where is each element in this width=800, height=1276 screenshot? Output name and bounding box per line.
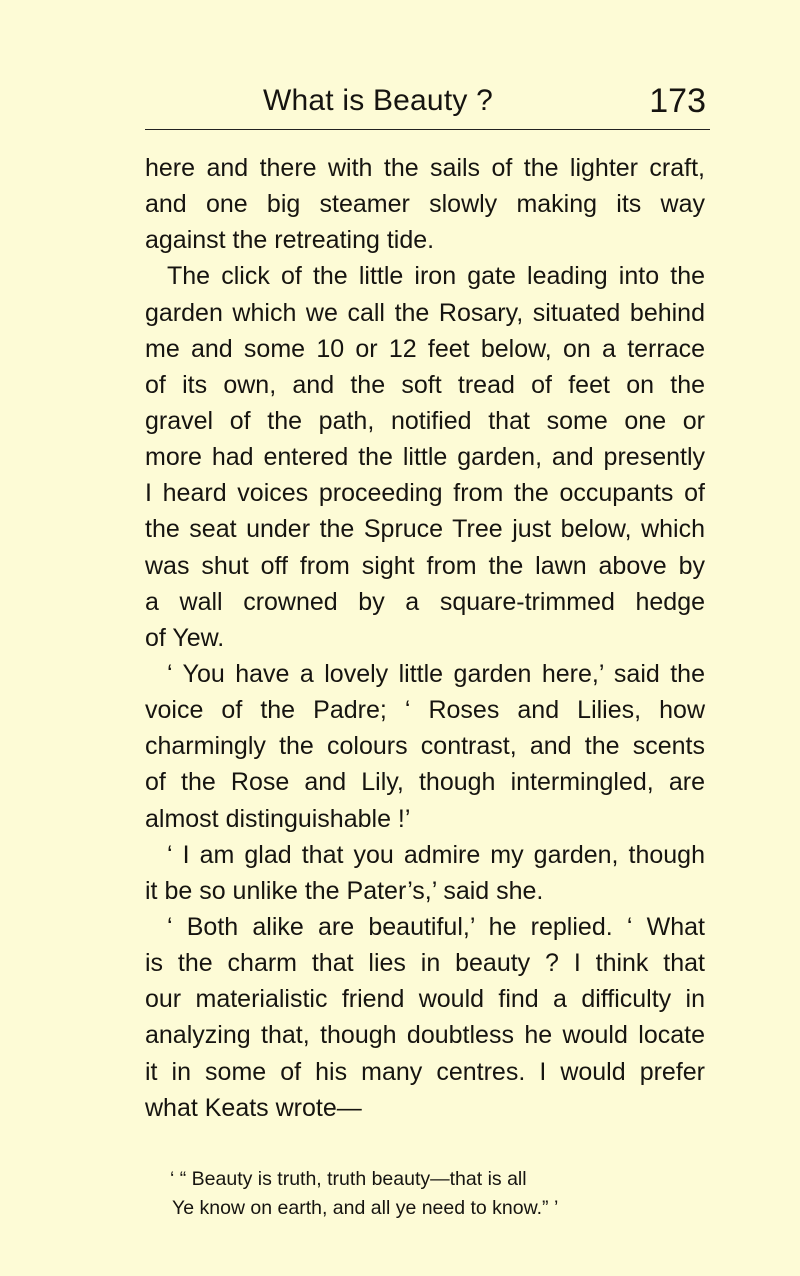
text-line: is the charm that lies in beauty ? I think that — [145, 949, 705, 978]
running-title: What is Beauty ? — [263, 84, 493, 117]
text-line: the seat under the Spruce Tree just below, which — [145, 515, 705, 544]
text-line: analyzing that, though doubtless he would locate — [145, 1021, 705, 1050]
text-line: ‘ I am glad that you admire my garden, though — [167, 840, 705, 869]
text-line: ‘ You have a lovely little garden here,’ said the — [167, 659, 705, 688]
text-line: was shut off from sight from the lawn above by — [145, 551, 705, 580]
text-line: it be so unlike the Pater’s,’ said she. — [145, 876, 544, 905]
page-header — [145, 76, 710, 132]
header-rule — [145, 129, 710, 130]
text-line: more had entered the little garden, and presently — [145, 443, 705, 472]
text-line: charmingly the colours contrast, and the scents — [145, 732, 705, 761]
text-line: and one big steamer slowly making its way — [145, 190, 705, 219]
text-line: it in some of his many centres. I would prefer — [145, 1057, 705, 1086]
text-line: against the retreating tide. — [145, 226, 435, 255]
text-line: of Yew. — [145, 623, 225, 652]
quote-line: ‘ “ Beauty is truth, truth beauty—that is all — [170, 1168, 527, 1190]
text-line: what Keats wrote— — [145, 1093, 362, 1122]
text-line: garden which we call the Rosary, situated behind — [145, 298, 705, 327]
verse-quotation — [170, 1165, 650, 1223]
text-line: I heard voices proceeding from the occupants of — [145, 479, 705, 508]
text-line: voice of the Padre; ‘ Roses and Lilies, how — [145, 696, 705, 725]
text-line: a wall crowned by a square-trimmed hedge — [145, 587, 705, 616]
text-line: here and there with the sails of the lighter craft, — [145, 154, 705, 182]
text-line: gravel of the path, notified that some one or — [145, 406, 705, 435]
text-line: me and some 10 or 12 feet below, on a terrace — [145, 334, 705, 363]
text-line: almost distinguishable !’ — [145, 804, 411, 833]
text-line: of the Rose and Lily, though intermingled, are — [145, 768, 705, 797]
quote-line: Ye know on earth, and all ye need to know.” ’ — [172, 1197, 559, 1219]
body-text — [145, 150, 705, 1126]
page-number: 173 — [649, 82, 706, 120]
text-line: our materialistic friend would find a difficulty in — [145, 985, 705, 1014]
text-line: of its own, and the soft tread of feet on the — [145, 370, 705, 399]
text-line: The click of the little iron gate leading into the — [167, 262, 705, 291]
text-line: ‘ Both alike are beautiful,’ he replied. ‘ What — [167, 912, 705, 941]
